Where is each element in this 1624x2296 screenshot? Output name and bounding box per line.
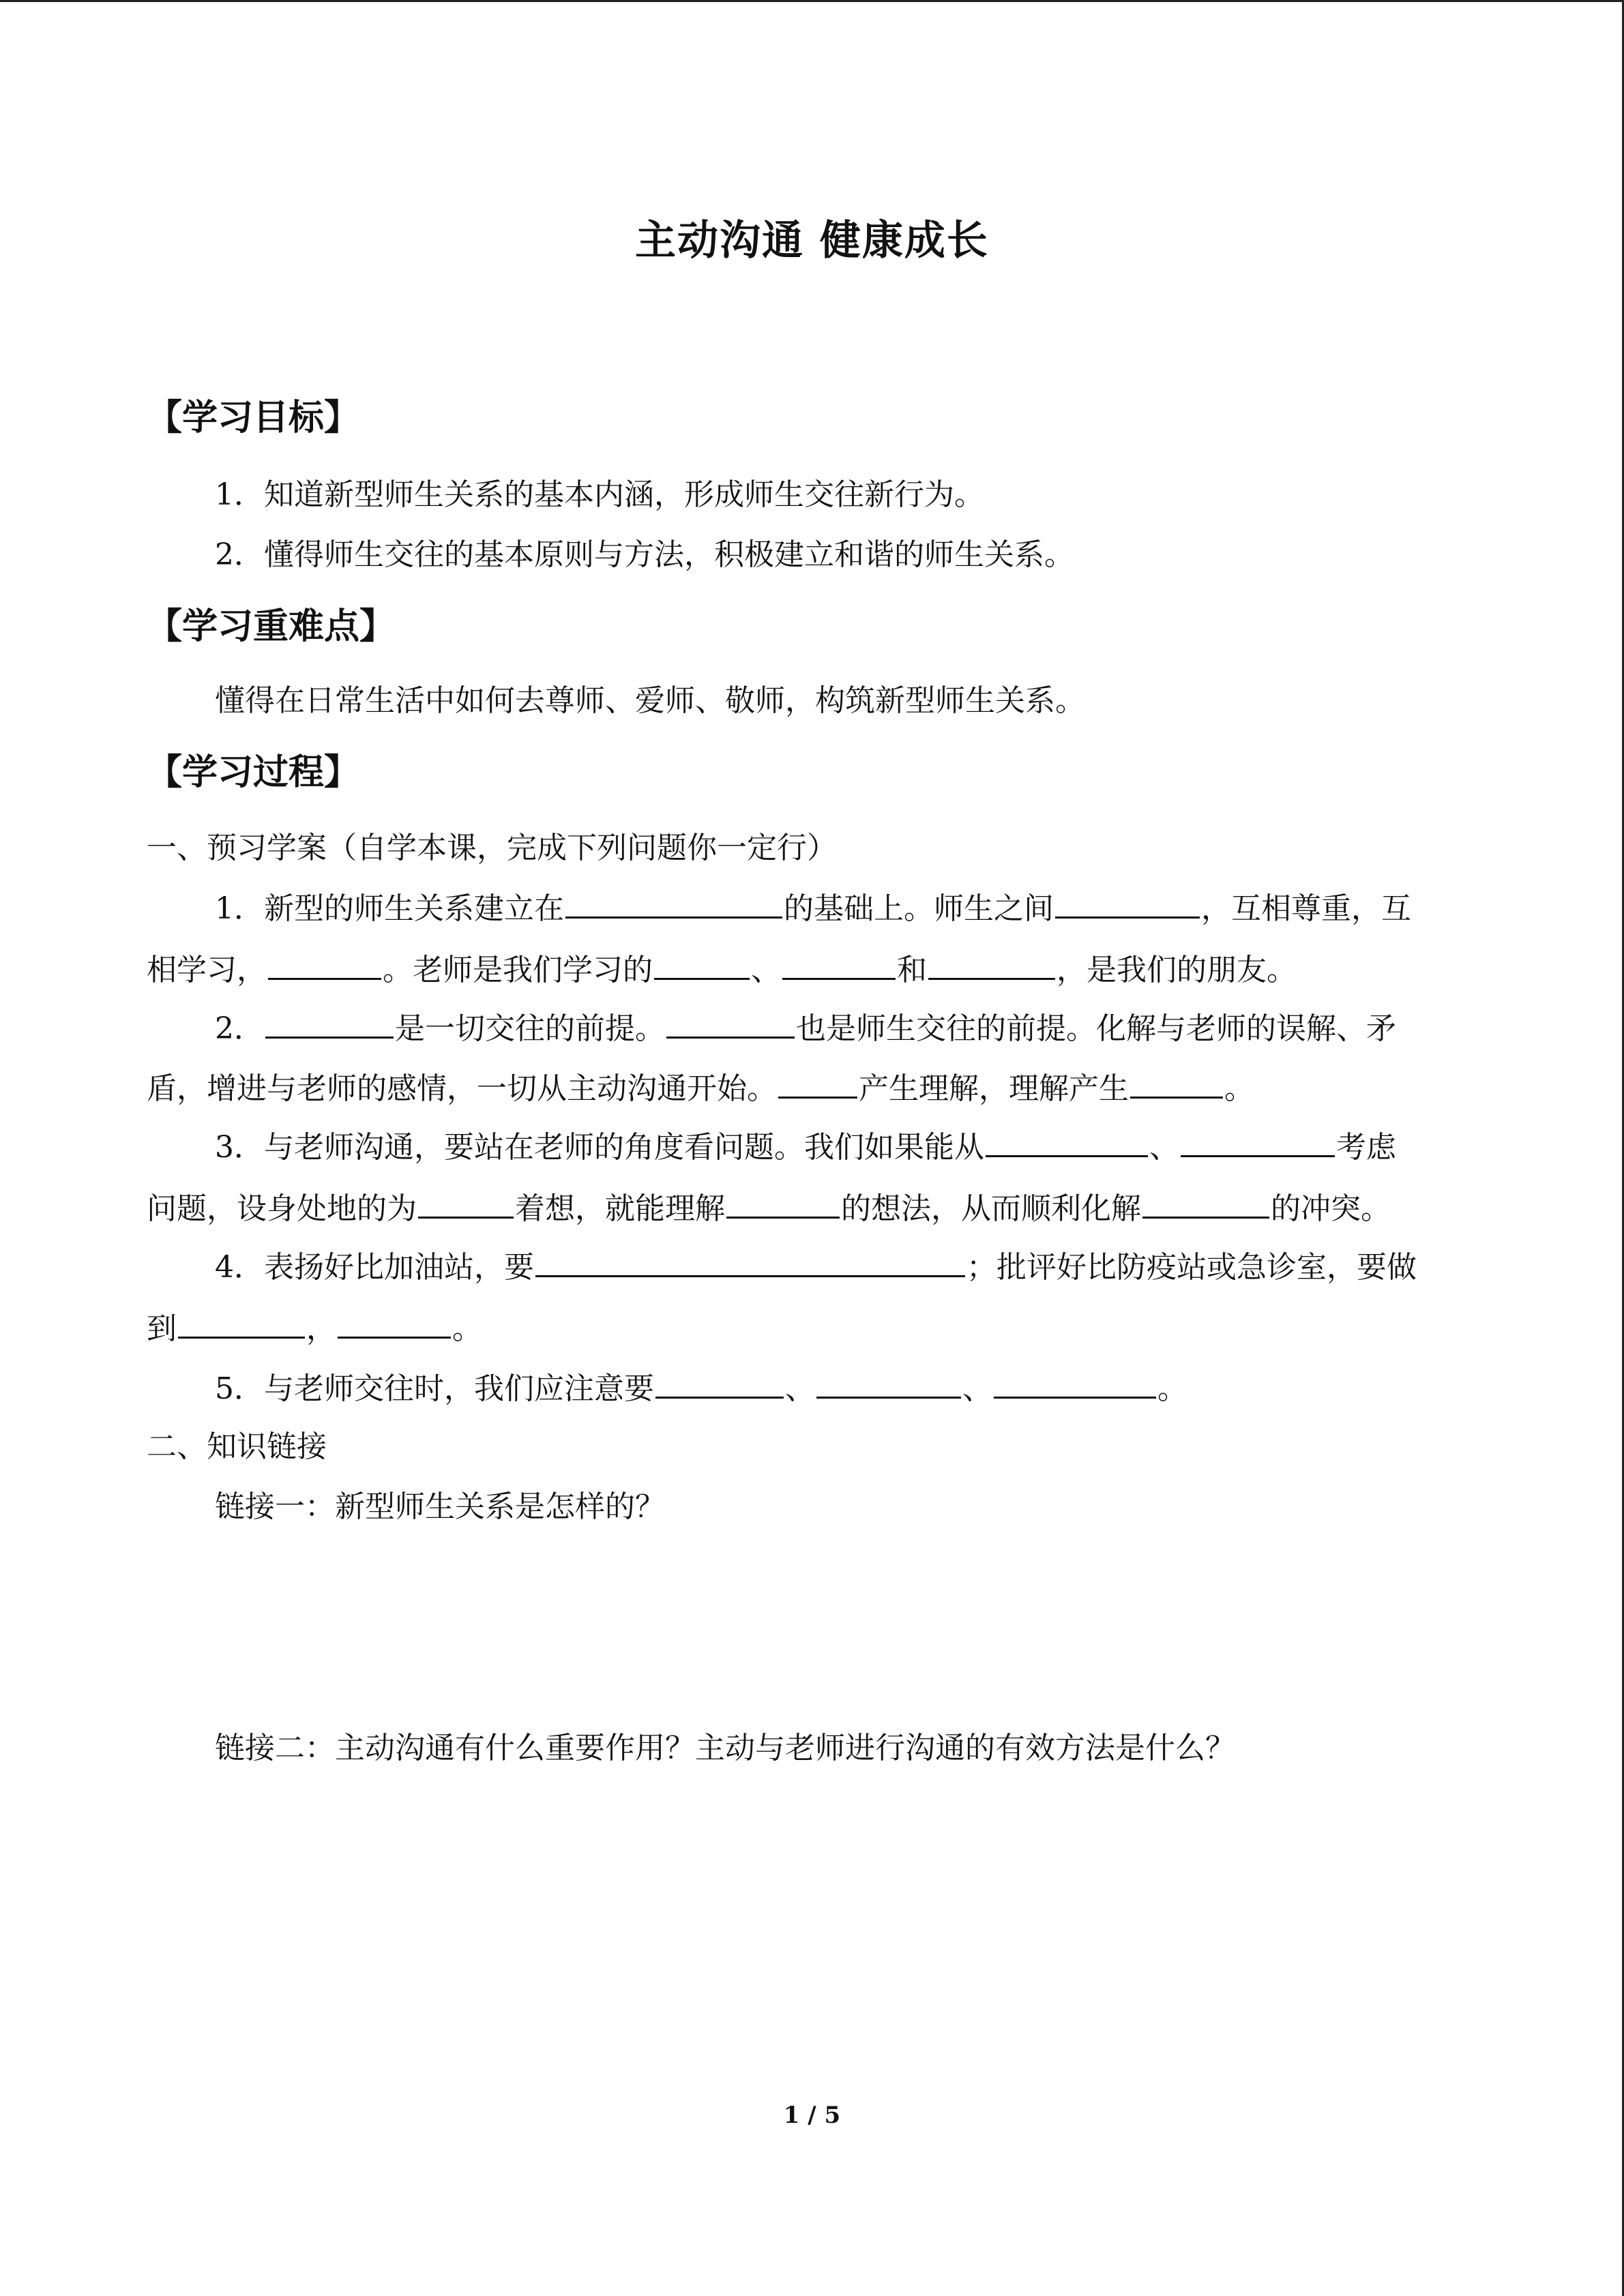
question-4-line-2 bbox=[147, 1307, 482, 1350]
q3-blank-3[interactable] bbox=[418, 1187, 514, 1219]
question-4-line-1 bbox=[215, 1245, 1417, 1288]
q3-blank-2[interactable] bbox=[1181, 1125, 1335, 1157]
q4-text-d: ， bbox=[306, 1311, 336, 1346]
question-3-line-2 bbox=[147, 1187, 1391, 1229]
question-5-line-1 bbox=[215, 1367, 1187, 1410]
q2-text-d: 盾，增进与老师的感情，一切从主动沟通开始。 bbox=[147, 1071, 777, 1106]
preview-heading: 一、预习学案（自学本课，完成下列问题你一定行） bbox=[147, 831, 837, 865]
page-border-top bbox=[0, 0, 1624, 2]
key-points-heading: 【学习重难点】 bbox=[147, 606, 396, 647]
question-1-line-1 bbox=[215, 886, 1411, 929]
q4-blank-1[interactable] bbox=[535, 1245, 965, 1277]
link-2-question: 链接二：主动沟通有什么重要作用？主动与老师进行沟通的有效方法是什么？ bbox=[215, 1731, 1235, 1765]
question-2-line-1 bbox=[215, 1007, 1396, 1049]
question-2-line-2 bbox=[147, 1067, 1254, 1109]
q4-text-c: 到 bbox=[147, 1311, 177, 1346]
key-points-text: 懂得在日常生活中如何去尊师、爱师、敬师，构筑新型师生关系。 bbox=[215, 683, 1085, 718]
q2-text-c: 也是师生交往的前提。化解与老师的误解、矛 bbox=[796, 1011, 1396, 1046]
q2-blank-3[interactable] bbox=[778, 1067, 857, 1099]
q3-text-f: 的想法，从而顺利化解 bbox=[841, 1191, 1141, 1226]
question-3-line-1 bbox=[215, 1125, 1396, 1168]
q2-text-a: 2． bbox=[215, 1011, 264, 1046]
q3-text-e: 着想，就能理解 bbox=[515, 1191, 725, 1226]
q4-blank-3[interactable] bbox=[338, 1307, 451, 1339]
q5-blank-1[interactable] bbox=[655, 1367, 784, 1399]
q3-text-c: 考虑 bbox=[1336, 1130, 1396, 1165]
q4-text-a: 4．表扬好比加油站，要 bbox=[215, 1250, 534, 1285]
q2-blank-1[interactable] bbox=[265, 1007, 394, 1039]
process-heading: 【学习过程】 bbox=[147, 752, 360, 793]
link-1-question: 链接一：新型师生关系是怎样的？ bbox=[215, 1489, 665, 1524]
q1-blank-4[interactable] bbox=[654, 948, 750, 980]
q2-blank-4[interactable] bbox=[1130, 1067, 1223, 1099]
objective-2: 2．懂得师生交往的基本原则与方法，积极建立和谐的师生关系。 bbox=[215, 537, 1074, 572]
q3-blank-1[interactable] bbox=[986, 1125, 1148, 1157]
q3-text-d: 问题，设身处地的为 bbox=[147, 1191, 417, 1226]
q5-text-a: 5．与老师交往时，我们应注意要 bbox=[215, 1371, 654, 1406]
q1-text-b: 的基础上。师生之间 bbox=[784, 891, 1054, 926]
question-1-line-2 bbox=[147, 948, 1297, 991]
q1-text-f: 、 bbox=[751, 953, 781, 987]
q1-blank-6[interactable] bbox=[928, 948, 1055, 980]
q5-blank-3[interactable] bbox=[994, 1367, 1156, 1399]
q1-blank-5[interactable] bbox=[782, 948, 896, 980]
q4-blank-2[interactable] bbox=[178, 1307, 305, 1339]
q1-blank-1[interactable] bbox=[565, 886, 782, 919]
q4-text-b: ；批评好比防疫站或急诊室，要做 bbox=[966, 1250, 1417, 1285]
q3-blank-5[interactable] bbox=[1142, 1187, 1269, 1219]
q1-text-e: 。老师是我们学习的 bbox=[383, 953, 653, 987]
q2-text-f: 。 bbox=[1224, 1071, 1254, 1106]
q2-text-b: 是一切交往的前提。 bbox=[395, 1011, 665, 1046]
objective-1: 1．知道新型师生关系的基本内涵，形成师生交往新行为。 bbox=[215, 477, 984, 512]
q5-text-d: 。 bbox=[1157, 1371, 1187, 1406]
page-number: 1 / 5 bbox=[783, 2102, 841, 2129]
q3-blank-4[interactable] bbox=[726, 1187, 840, 1219]
q1-text-h: ，是我们的朋友。 bbox=[1057, 953, 1297, 987]
q5-blank-2[interactable] bbox=[816, 1367, 961, 1399]
q1-text-a: 1．新型的师生关系建立在 bbox=[215, 891, 564, 926]
q1-text-g: 和 bbox=[897, 953, 927, 987]
q2-blank-2[interactable] bbox=[666, 1007, 795, 1039]
q5-text-c: 、 bbox=[962, 1371, 992, 1406]
q1-blank-3[interactable] bbox=[268, 948, 381, 980]
links-heading: 二、知识链接 bbox=[147, 1429, 327, 1464]
document-title: 主动沟通 健康成长 bbox=[635, 217, 989, 265]
q5-text-b: 、 bbox=[785, 1371, 815, 1406]
objectives-heading: 【学习目标】 bbox=[147, 398, 360, 438]
q3-text-g: 的冲突。 bbox=[1271, 1191, 1391, 1226]
q3-text-a: 3．与老师沟通，要站在老师的角度看问题。我们如果能从 bbox=[215, 1130, 984, 1165]
q1-blank-2[interactable] bbox=[1055, 886, 1200, 919]
q4-text-e: 。 bbox=[452, 1311, 482, 1346]
q1-text-c: ，互相尊重，互 bbox=[1201, 891, 1411, 926]
q3-text-b: 、 bbox=[1149, 1130, 1179, 1165]
q2-text-e: 产生理解，理解产生 bbox=[859, 1071, 1129, 1106]
q1-text-d: 相学习， bbox=[147, 953, 267, 987]
